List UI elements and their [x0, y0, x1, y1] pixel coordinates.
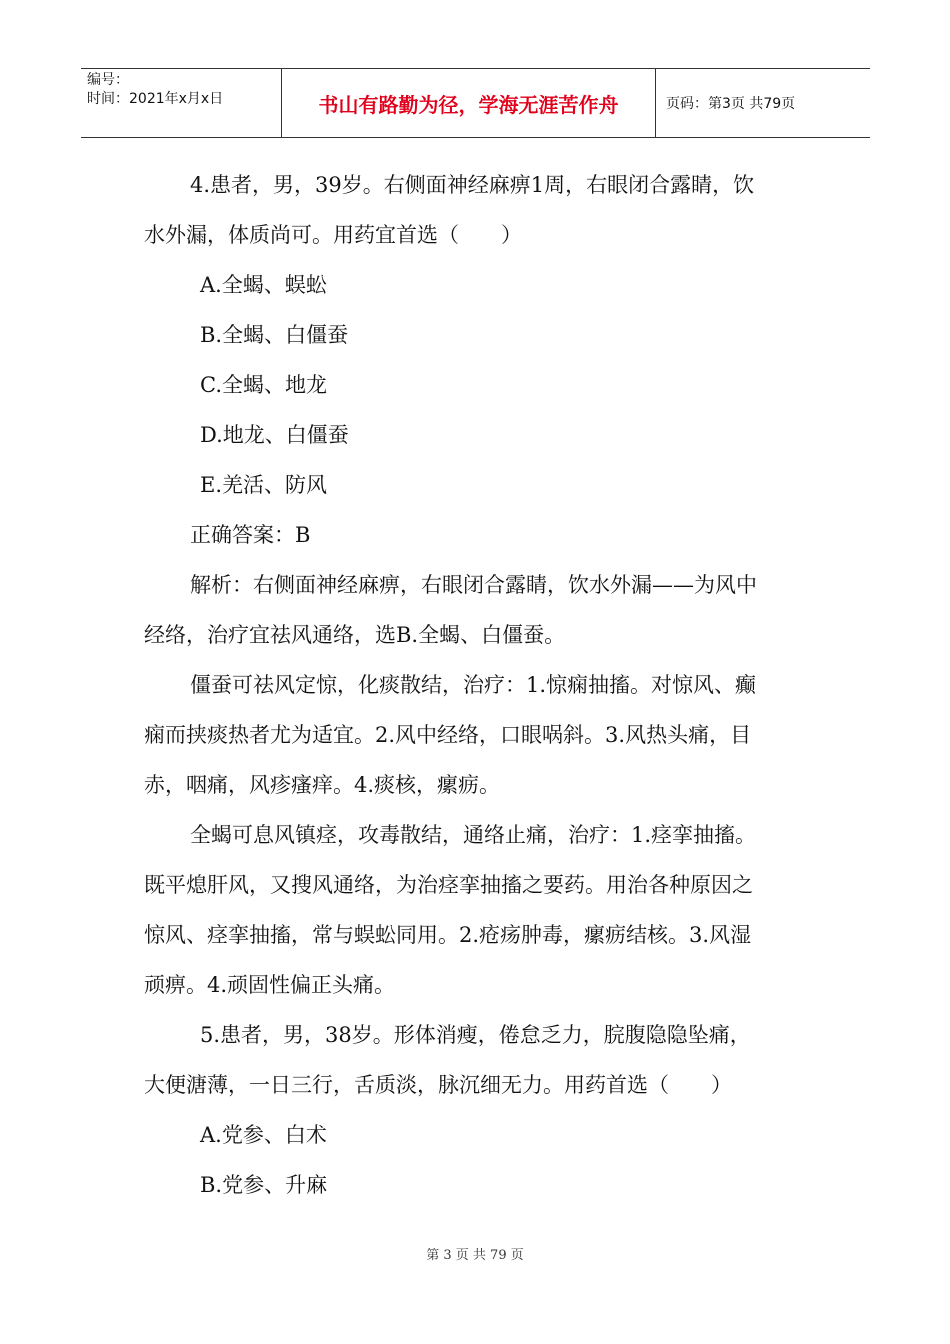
header-page-label: 页码：第3页 共79页 — [666, 96, 796, 112]
document-body — [144, 160, 812, 1210]
page-header — [81, 68, 870, 138]
question-5-option-a: A.党参、白术 — [200, 1123, 327, 1147]
question-4-option-d: D.地龙、白僵蚕 — [200, 423, 349, 447]
jiangcan-paragraph-line1: 僵蚕可祛风定惊，化痰散结，治疗：1.惊痫抽搐。对惊风、癫 — [190, 673, 757, 697]
question-4-stem-line1: 4.患者，男，39岁。右侧面神经麻痹1周，右眼闭合露睛，饮 — [190, 173, 755, 197]
question-5-stem-line1: 5.患者，男，38岁。形体消瘦，倦怠乏力，脘腹隐隐坠痛， — [200, 1023, 751, 1047]
question-4-option-e: E.羌活、防风 — [200, 473, 328, 497]
question-4-stem-line2: 水外漏，体质尚可。用药宜首选（ ） — [144, 223, 522, 247]
question-4-option-b: B.全蝎、白僵蚕 — [200, 323, 349, 347]
header-meta — [81, 69, 282, 137]
jiangcan-paragraph-line3: 赤，咽痛，风疹瘙痒。4.痰核，瘰疬。 — [144, 773, 501, 797]
question-4-analysis-line1: 解析：右侧面神经麻痹，右眼闭合露睛，饮水外漏——为风中 — [190, 573, 757, 597]
quanxie-paragraph-line1: 全蝎可息风镇痉，攻毒散结，通络止痛，治疗：1.痉挛抽搐。 — [190, 823, 757, 847]
question-4-answer: 正确答案：B — [190, 523, 311, 547]
number-label: 编号： — [87, 72, 129, 88]
quanxie-paragraph-line3: 惊风、痉挛抽搐，常与蜈蚣同用。2.疮疡肿毒，瘰疬结核。3.风湿 — [144, 923, 752, 947]
question-5-stem-line2: 大便溏薄，一日三行，舌质淡，脉沉细无力。用药首选（ ） — [144, 1073, 732, 1097]
question-4-analysis-line2: 经络，治疗宜祛风通络，选B.全蝎、白僵蚕。 — [144, 623, 566, 647]
quanxie-paragraph-line2: 既平熄肝风，又搜风通络，为治痉挛抽搐之要药。用治各种原因之 — [144, 873, 753, 897]
question-4-option-c: C.全蝎、地龙 — [200, 373, 327, 397]
header-motto: 书山有路勤为径，学海无涯苦作舟 — [282, 69, 656, 137]
question-4-option-a: A.全蝎、蜈蚣 — [200, 273, 327, 297]
question-5-option-b: B.党参、升麻 — [200, 1173, 328, 1197]
jiangcan-paragraph-line2: 痫而挟痰热者尤为适宜。2.风中经络，口眼㖞斜。3.风热头痛，目 — [144, 723, 752, 747]
time-label: 时间：2021年x月x日 — [87, 91, 224, 107]
quanxie-paragraph-line4: 顽痹。4.顽固性偏正头痛。 — [144, 973, 396, 997]
page-footer: 第 3 页 共 79 页 — [426, 1248, 524, 1263]
